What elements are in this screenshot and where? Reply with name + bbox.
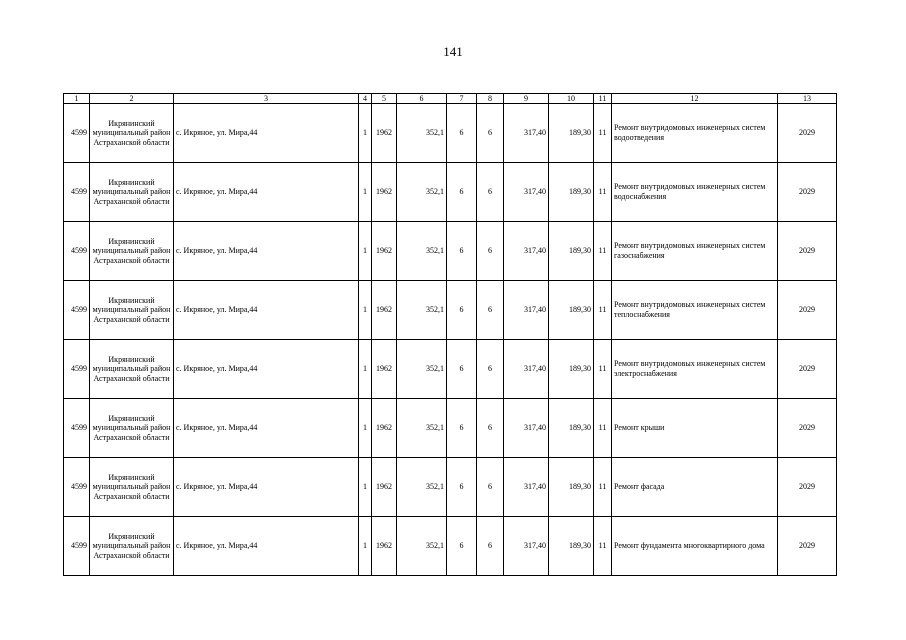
column-11-cell: 11 bbox=[594, 340, 612, 399]
column-8-cell: 6 bbox=[477, 458, 504, 517]
column-header: 10 bbox=[549, 94, 594, 104]
column-9-cell: 317,40 bbox=[504, 163, 549, 222]
column-4-cell: 1 bbox=[359, 340, 372, 399]
address-cell: с. Икряное, ул. Мира,44 bbox=[174, 222, 359, 281]
column-10-cell: 189,30 bbox=[549, 517, 594, 576]
column-10-cell: 189,30 bbox=[549, 399, 594, 458]
district-cell: Икрянинский муниципальный район Астраханской области bbox=[90, 340, 174, 399]
column-header: 4 bbox=[359, 94, 372, 104]
column-header: 12 bbox=[612, 94, 778, 104]
work-type-cell: Ремонт внутридомовых инженерных систем электроснабжения bbox=[612, 340, 778, 399]
build-year-cell: 1962 bbox=[372, 222, 397, 281]
district-cell: Икрянинский муниципальный район Астраханской области bbox=[90, 458, 174, 517]
column-10-cell: 189,30 bbox=[549, 340, 594, 399]
column-9-cell: 317,40 bbox=[504, 458, 549, 517]
work-type-cell: Ремонт фундамента многоквартирного дома bbox=[612, 517, 778, 576]
column-4-cell: 1 bbox=[359, 104, 372, 163]
column-8-cell: 6 bbox=[477, 163, 504, 222]
column-11-cell: 11 bbox=[594, 458, 612, 517]
column-7-cell: 6 bbox=[447, 163, 477, 222]
column-4-cell: 1 bbox=[359, 163, 372, 222]
column-header: 2 bbox=[90, 94, 174, 104]
address-cell: с. Икряное, ул. Мира,44 bbox=[174, 517, 359, 576]
column-7-cell: 6 bbox=[447, 458, 477, 517]
district-cell: Икрянинский муниципальный район Астраханской области bbox=[90, 281, 174, 340]
year-cell: 2029 bbox=[778, 340, 837, 399]
column-7-cell: 6 bbox=[447, 222, 477, 281]
address-cell: с. Икряное, ул. Мира,44 bbox=[174, 104, 359, 163]
row-number-cell: 4599 bbox=[64, 399, 90, 458]
column-9-cell: 317,40 bbox=[504, 104, 549, 163]
column-header: 3 bbox=[174, 94, 359, 104]
column-8-cell: 6 bbox=[477, 340, 504, 399]
district-cell: Икрянинский муниципальный район Астраханской области bbox=[90, 399, 174, 458]
table-row bbox=[64, 281, 837, 340]
column-9-cell: 317,40 bbox=[504, 517, 549, 576]
column-10-cell: 189,30 bbox=[549, 104, 594, 163]
column-10-cell: 189,30 bbox=[549, 222, 594, 281]
column-8-cell: 6 bbox=[477, 399, 504, 458]
row-number-cell: 4599 bbox=[64, 340, 90, 399]
column-7-cell: 6 bbox=[447, 517, 477, 576]
table-row bbox=[64, 458, 837, 517]
column-11-cell: 11 bbox=[594, 517, 612, 576]
column-11-cell: 11 bbox=[594, 163, 612, 222]
table-row bbox=[64, 222, 837, 281]
row-number-cell: 4599 bbox=[64, 517, 90, 576]
district-cell: Икрянинский муниципальный район Астраханской области bbox=[90, 163, 174, 222]
year-cell: 2029 bbox=[778, 281, 837, 340]
year-cell: 2029 bbox=[778, 399, 837, 458]
column-9-cell: 317,40 bbox=[504, 281, 549, 340]
area-cell: 352,1 bbox=[397, 163, 447, 222]
address-cell: с. Икряное, ул. Мира,44 bbox=[174, 340, 359, 399]
year-cell: 2029 bbox=[778, 163, 837, 222]
column-header: 8 bbox=[477, 94, 504, 104]
area-cell: 352,1 bbox=[397, 281, 447, 340]
work-type-cell: Ремонт внутридомовых инженерных систем водоотведения bbox=[612, 104, 778, 163]
build-year-cell: 1962 bbox=[372, 399, 397, 458]
column-7-cell: 6 bbox=[447, 399, 477, 458]
work-type-cell: Ремонт внутридомовых инженерных систем водоснабжения bbox=[612, 163, 778, 222]
column-header: 13 bbox=[778, 94, 837, 104]
column-9-cell: 317,40 bbox=[504, 222, 549, 281]
column-header: 11 bbox=[594, 94, 612, 104]
column-header: 1 bbox=[64, 94, 90, 104]
year-cell: 2029 bbox=[778, 458, 837, 517]
column-11-cell: 11 bbox=[594, 399, 612, 458]
work-type-cell: Ремонт внутридомовых инженерных систем газоснабжения bbox=[612, 222, 778, 281]
column-11-cell: 11 bbox=[594, 281, 612, 340]
year-cell: 2029 bbox=[778, 222, 837, 281]
column-8-cell: 6 bbox=[477, 222, 504, 281]
build-year-cell: 1962 bbox=[372, 281, 397, 340]
area-cell: 352,1 bbox=[397, 517, 447, 576]
header-row bbox=[64, 94, 837, 104]
row-number-cell: 4599 bbox=[64, 104, 90, 163]
address-cell: с. Икряное, ул. Мира,44 bbox=[174, 163, 359, 222]
area-cell: 352,1 bbox=[397, 222, 447, 281]
work-type-cell: Ремонт внутридомовых инженерных систем теплоснабжения bbox=[612, 281, 778, 340]
area-cell: 352,1 bbox=[397, 458, 447, 517]
column-11-cell: 11 bbox=[594, 222, 612, 281]
district-cell: Икрянинский муниципальный район Астраханской области bbox=[90, 222, 174, 281]
column-11-cell: 11 bbox=[594, 104, 612, 163]
column-header: 5 bbox=[372, 94, 397, 104]
district-cell: Икрянинский муниципальный район Астраханской области bbox=[90, 104, 174, 163]
page-number: 141 bbox=[443, 44, 463, 59]
table-row bbox=[64, 163, 837, 222]
year-cell: 2029 bbox=[778, 104, 837, 163]
address-cell: с. Икряное, ул. Мира,44 bbox=[174, 458, 359, 517]
table-body bbox=[64, 94, 837, 576]
build-year-cell: 1962 bbox=[372, 458, 397, 517]
table-row bbox=[64, 104, 837, 163]
column-4-cell: 1 bbox=[359, 517, 372, 576]
table-row bbox=[64, 517, 837, 576]
column-7-cell: 6 bbox=[447, 281, 477, 340]
row-number-cell: 4599 bbox=[64, 222, 90, 281]
work-type-cell: Ремонт крыши bbox=[612, 399, 778, 458]
column-8-cell: 6 bbox=[477, 281, 504, 340]
column-9-cell: 317,40 bbox=[504, 340, 549, 399]
table-row bbox=[64, 340, 837, 399]
area-cell: 352,1 bbox=[397, 104, 447, 163]
column-4-cell: 1 bbox=[359, 399, 372, 458]
row-number-cell: 4599 bbox=[64, 281, 90, 340]
column-header: 6 bbox=[397, 94, 447, 104]
year-cell: 2029 bbox=[778, 517, 837, 576]
column-10-cell: 189,30 bbox=[549, 163, 594, 222]
address-cell: с. Икряное, ул. Мира,44 bbox=[174, 281, 359, 340]
column-8-cell: 6 bbox=[477, 517, 504, 576]
district-cell: Икрянинский муниципальный район Астраханской области bbox=[90, 517, 174, 576]
area-cell: 352,1 bbox=[397, 399, 447, 458]
column-header: 7 bbox=[447, 94, 477, 104]
area-cell: 352,1 bbox=[397, 340, 447, 399]
column-7-cell: 6 bbox=[447, 340, 477, 399]
column-4-cell: 1 bbox=[359, 458, 372, 517]
address-cell: с. Икряное, ул. Мира,44 bbox=[174, 399, 359, 458]
build-year-cell: 1962 bbox=[372, 340, 397, 399]
column-4-cell: 1 bbox=[359, 281, 372, 340]
column-10-cell: 189,30 bbox=[549, 458, 594, 517]
column-9-cell: 317,40 bbox=[504, 399, 549, 458]
work-type-cell: Ремонт фасада bbox=[612, 458, 778, 517]
row-number-cell: 4599 bbox=[64, 458, 90, 517]
repair-schedule-table bbox=[63, 93, 837, 576]
column-8-cell: 6 bbox=[477, 104, 504, 163]
build-year-cell: 1962 bbox=[372, 104, 397, 163]
column-7-cell: 6 bbox=[447, 104, 477, 163]
column-4-cell: 1 bbox=[359, 222, 372, 281]
column-header: 9 bbox=[504, 94, 549, 104]
table-row bbox=[64, 399, 837, 458]
build-year-cell: 1962 bbox=[372, 517, 397, 576]
build-year-cell: 1962 bbox=[372, 163, 397, 222]
column-10-cell: 189,30 bbox=[549, 281, 594, 340]
row-number-cell: 4599 bbox=[64, 163, 90, 222]
